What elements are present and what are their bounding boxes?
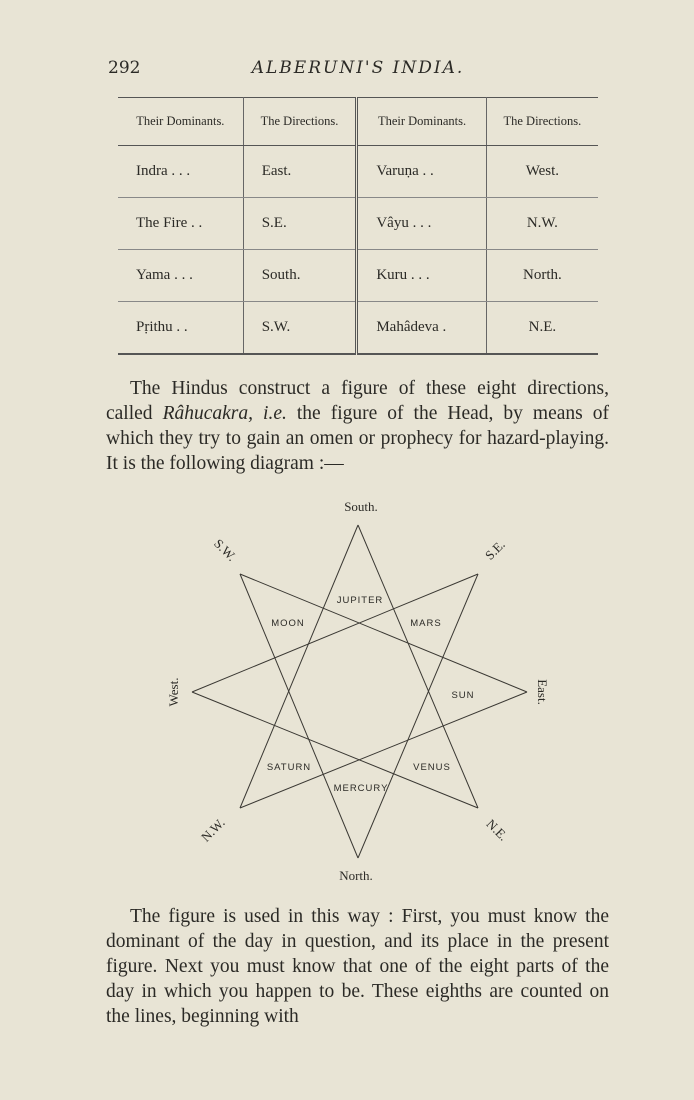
table-cell: S.W.: [243, 302, 357, 355]
directions-table: [118, 97, 598, 355]
direction-ne-label: N.E.: [483, 816, 511, 844]
table-cell: Mahâdeva .: [357, 302, 486, 355]
table-header: Their Dominants.: [357, 98, 486, 146]
direction-west-label: West.: [166, 677, 181, 707]
direction-se-label: S.E.: [481, 536, 508, 563]
table-cell: West.: [486, 146, 598, 198]
table-cell: North.: [486, 250, 598, 302]
planet-jupiter-label: JUPITER: [336, 595, 384, 606]
table-row: [118, 250, 598, 302]
table-cell: East.: [243, 146, 357, 198]
planet-sun-label: SUN: [451, 690, 475, 701]
paragraph-text: The figure is used in this way : First, you must know the dominant of the day in question, and its place in the present figure. Next you must know that one of the eight parts of the day in which you happen to be. These eighths are counted on the lines, beginning with: [106, 906, 609, 1027]
running-head: ALBERUNI'S INDIA.: [251, 58, 465, 78]
table-row: [118, 302, 598, 355]
table-header: The Directions.: [486, 98, 598, 146]
table-cell: Yama . . .: [118, 250, 243, 302]
table-header: Their Dominants.: [118, 98, 243, 146]
table-cell: N.W.: [486, 198, 598, 250]
page-number: 292: [108, 58, 141, 78]
direction-sw-label: S.W.: [211, 535, 240, 564]
star-line: [240, 574, 358, 858]
paragraph-text: The Hindus construct a figure of these eight directions, called: [106, 378, 609, 424]
italic-term: Râhucakra, i.e.: [162, 403, 287, 424]
table-cell: Indra . . .: [118, 146, 243, 198]
direction-nw-label: N.W.: [197, 814, 228, 845]
star-line: [240, 574, 527, 692]
table-cell: Varuṇa . .: [357, 146, 486, 198]
planet-mercury-label: MERCURY: [333, 783, 389, 794]
table-header-row: [118, 98, 598, 146]
table-cell: Vâyu . . .: [357, 198, 486, 250]
table-row: [118, 198, 598, 250]
table-cell: Pṛithu . .: [118, 302, 243, 355]
table-cell: S.E.: [243, 198, 357, 250]
paragraph-usage: [106, 904, 609, 1029]
table-row: [118, 146, 598, 198]
page-header: [108, 58, 608, 82]
paragraph-rahucakra: [106, 376, 609, 476]
table-cell: South.: [243, 250, 357, 302]
planet-mars-label: MARS: [410, 618, 442, 629]
direction-south-label: South.: [344, 499, 378, 514]
table-cell: The Fire . .: [118, 198, 243, 250]
table-cell: Kuru . . .: [357, 250, 486, 302]
paragraph-text: the figure of the Head, by means of which they try to gain an omen or prophecy for hazard-playing. It is the following diagram :—: [106, 403, 609, 474]
planet-moon-label: MOON: [271, 618, 305, 629]
direction-north-label: North.: [339, 868, 373, 883]
rahucakra-diagram: [150, 495, 570, 890]
planet-venus-label: VENUS: [413, 762, 451, 773]
table-cell: N.E.: [528, 319, 557, 335]
table-header: The Directions.: [243, 98, 357, 146]
planet-saturn-label: SATURN: [266, 762, 312, 773]
heptagram-lines: [192, 525, 527, 858]
direction-east-label: East.: [535, 679, 550, 705]
